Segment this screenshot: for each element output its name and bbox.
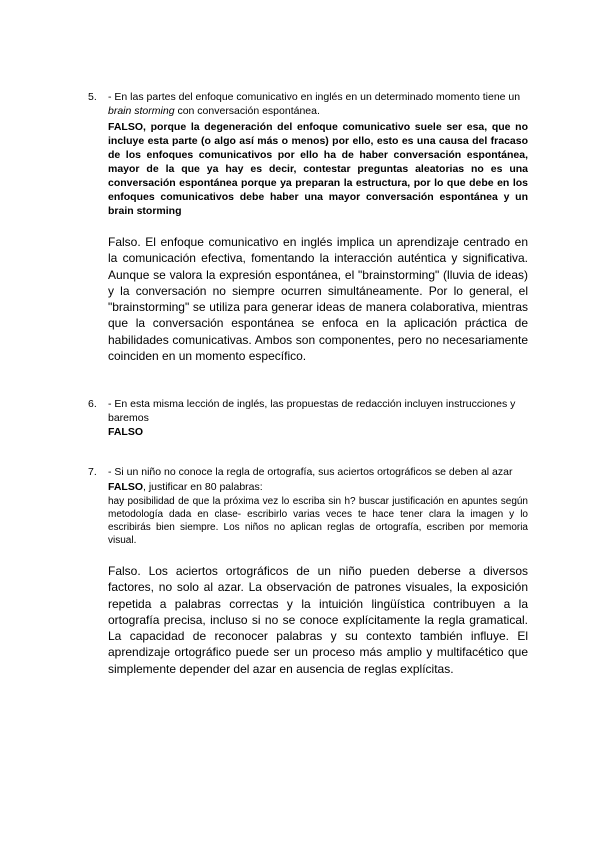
item-number: 7. xyxy=(88,466,97,478)
explanation-paragraph: Falso. Los aciertos ortográficos de un niño pueden deberse a diversos factores, no solo al azar. La observación de patrones visuales, la exposición repetida a palabras correctas y la intuición lingüística contribuyen a la ortografía precisa, incluso si no se conoce explícitamente la regla gramatical. La capacidad de reconocer palabras y su contexto también influye. El aprendizaje ortográfico puede ser un proceso más amplio y multifacético que simplemente depender del azar en ausencia de reglas explícitas. xyxy=(108,564,528,676)
answer-line xyxy=(108,480,528,494)
bold-answer: FALSO, porque la degeneración del enfoque comunicativo suele ser esa, que no incluye esta parte (o algo así más o menos) por ello, esto es una causa del fracaso de los enfoques comunicativos por ello ha de haber conversación espontánea, mayor de la que ya hay es decir, contestar preguntas aleatorias no es una conversación espontánea porque ya preparan la estructura, por lo que debe en los enfoques comunicativos debe haber una mayor conversación espontánea y un brain storming xyxy=(108,121,528,217)
question-text xyxy=(108,90,528,118)
explanation-paragraph: Falso. El enfoque comunicativo en inglés implica un aprendizaje centrado en la comunicación efectiva, fomentando la interacción auténtica y significativa. Aunque se valora la expresión espontánea, el "brainstorming" (lluvia de ideas) y la conversación no siempre ocurren simultáneamente. Por lo general, el "brainstorming" se utiliza para generar ideas de manera colaborativa, mientras que la conversación espontánea se enfoca en la aplicación práctica de habilidades comunicativas. Ambos son componentes, pero no necesariamente coinciden en un momento específico. xyxy=(108,235,528,364)
answer-instruction: , justificar en 80 palabras: xyxy=(143,481,263,493)
question-text: - Si un niño no conoce la regla de ortografía, sus aciertos ortográficos se deben al azar xyxy=(108,466,513,478)
bold-answer: FALSO xyxy=(108,481,144,493)
question-pre: - En las partes del enfoque comunicativo en inglés en un determinado momento tiene un xyxy=(108,91,521,103)
item-number: 5. xyxy=(88,91,97,103)
bold-answer: FALSO xyxy=(108,426,144,438)
question-emphasis: brain storming xyxy=(108,105,175,117)
item-number: 6. xyxy=(88,398,97,410)
question-post: con conversación espontánea. xyxy=(174,105,320,117)
justification-text: hay posibilidad de que la próxima vez lo escriba sin h? buscar justificación en apuntes según metodología dada en clase- escribirlo varias veces te hace tener clara la imagen y lo escribirás bien siempre. Los niños no aplican reglas de ortografía, escriben por memoria visual. xyxy=(108,496,528,546)
question-text: - En esta misma lección de inglés, las propuestas de redacción incluyen instrucciones y baremos xyxy=(108,398,516,424)
